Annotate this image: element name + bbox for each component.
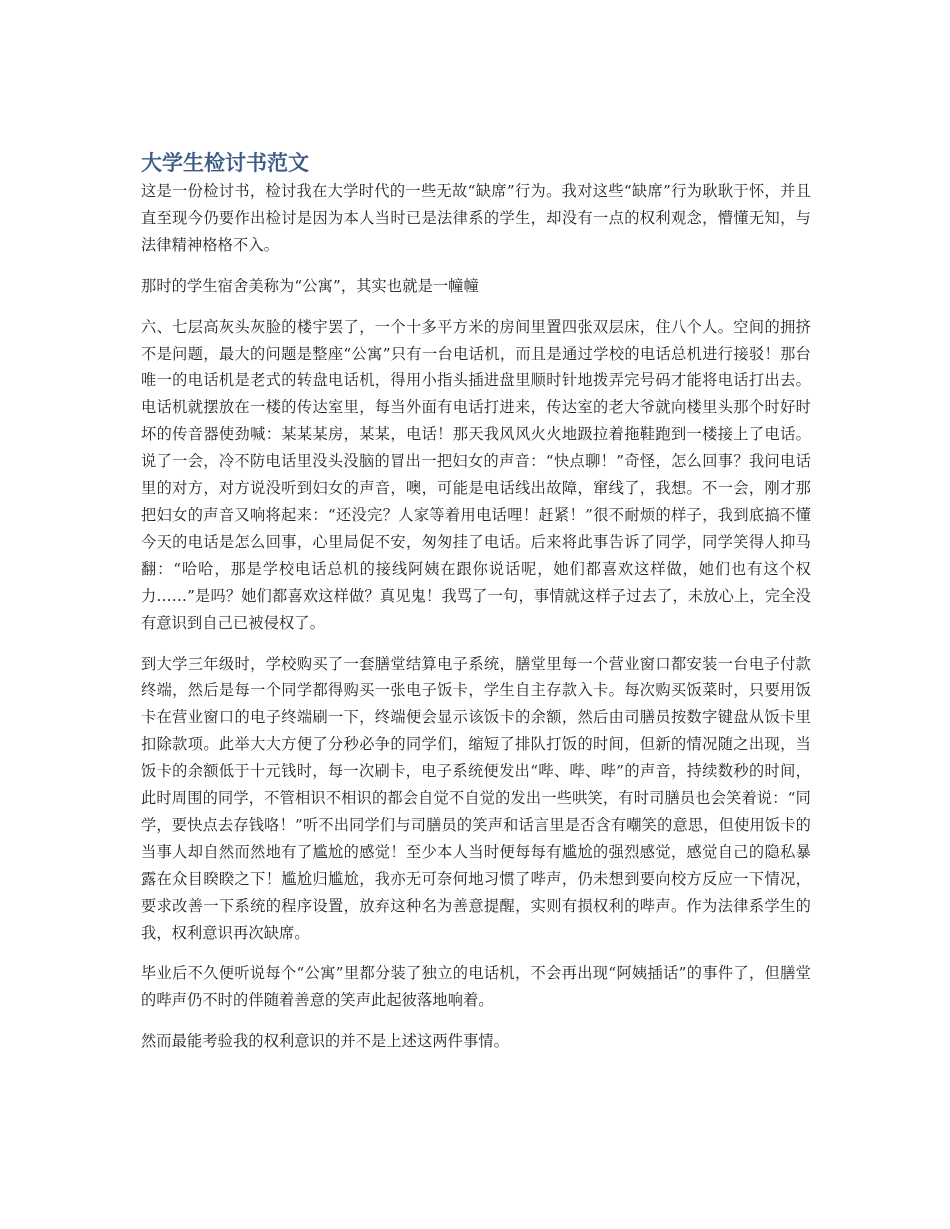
paragraph-conclusion: 然而最能考验我的权利意识的并不是上述这两件事情。	[141, 1032, 510, 1051]
paragraph-meal-card-story: 到大学三年级时，学校购买了一套膳堂结算电子系统，膳堂里每一个营业窗口都安装一台电子付款终端，然后是每一个同学都得购买一张电子饭卡，学生自主存款入卡。每次购买饭菜时，只要用饭卡在营业窗口的电子终端刷一下，终端便会显示该饭卡的余额，然后由司膳员按数字键盘从饭卡里扣除款项。此举大大方便了分秒必争的同学们，缩短了排队打饭的时间，但新的情况随之出现，当饭卡的余额低于十元钱时，每一次刷卡，电子系统便发出“哔、哔、哔”的声音，持续数秒的时间，此时周围的同学，不管相识不相识的都会自觉不自觉的发出一些哄笑，有时司膳员也会笑着说：“同学，要快点去存钱咯！”听不出同学们与司膳员的笑声和话言里是否含有嘲笑的意思，但使用饭卡的当事人却自然而然地有了尴尬的感觉！至少本人当时便每每有尴尬的强烈感觉，感觉自己的隐私暴露在众目睽睽之下！尴尬归尴尬，我亦无可奈何地习惯了哔声，仍未想到要向校方反应一下情况，要求改善一下系统的程序设置，放弃这种名为善意提醒，实则有损权利的哔声。作为法律系学生的我，权利意识再次缺席。	[141, 654, 811, 942]
paragraph-telephone-story: 六、七层高灰头灰脸的楼宇罢了，一个十多平方米的房间里置四张双层床，住八个人。空间的拥挤不是问题，最大的问题是整座“公寓”只有一台电话机，而且是通过学校的电话总机进行接驳！那台唯一的电话机是老式的转盘电话机，得用小指头插进盘里顺时针地拨弄完号码才能将电话打出去。电话机就摆放在一楼的传达室里，每当外面有电话打进来，传达室的老大爷就向楼里头那个时好时坏的传音器使劲喊：某某某房，某某，电话！那天我风风火火地趿拉着拖鞋跑到一楼接上了电话。说了一会，冷不防电话里没头没脑的冒出一把妇女的声音：“快点聊！”奇怪，怎么回事？我问电话里的对方，对方说没听到妇女的声音，噢，可能是电话线出故障，窜线了，我想。不一会，刚才那把妇女的声音又响将起来：“还没完？人家等着用电话哩！赶紧！”很不耐烦的样子，我到底搞不懂今天的电话是怎么回事，心里局促不安，匆匆挂了电话。后来将此事告诉了同学，同学笑得人抑马翻：“哈哈，那是学校电话总机的接线阿姨在跟你说话呢，她们都喜欢这样做，她们也有这个权力……”是吗？她们都喜欢这样做？真见鬼！我骂了一句，事情就这样子过去了，未放心上，完全没有意识到自己已被侵权了。	[141, 317, 811, 632]
paragraph-intro: 这是一份检讨书，检讨我在大学时代的一些无故“缺席”行为。我对这些“缺席”行为耿耿于怀，并且直至现今仍要作出检讨是因为本人当时已是法律系的学生，却没有一点的权利观念，懵懂无知，与法律精神格格不入。	[141, 182, 811, 254]
document-page	[141, 148, 811, 1069]
paragraph-dormitory: 那时的学生宿舍美称为“公寓”，其实也就是一幢幢	[141, 276, 479, 295]
document-title: 大学生检讨书范文	[141, 151, 309, 175]
paragraph-after-graduation: 毕业后不久便听说每个“公寓”里都分装了独立的电话机，不会再出现“阿姨插话”的事件了，但膳堂的哔声仍不时的伴随着善意的笑声此起彼落地响着。	[141, 964, 811, 1010]
